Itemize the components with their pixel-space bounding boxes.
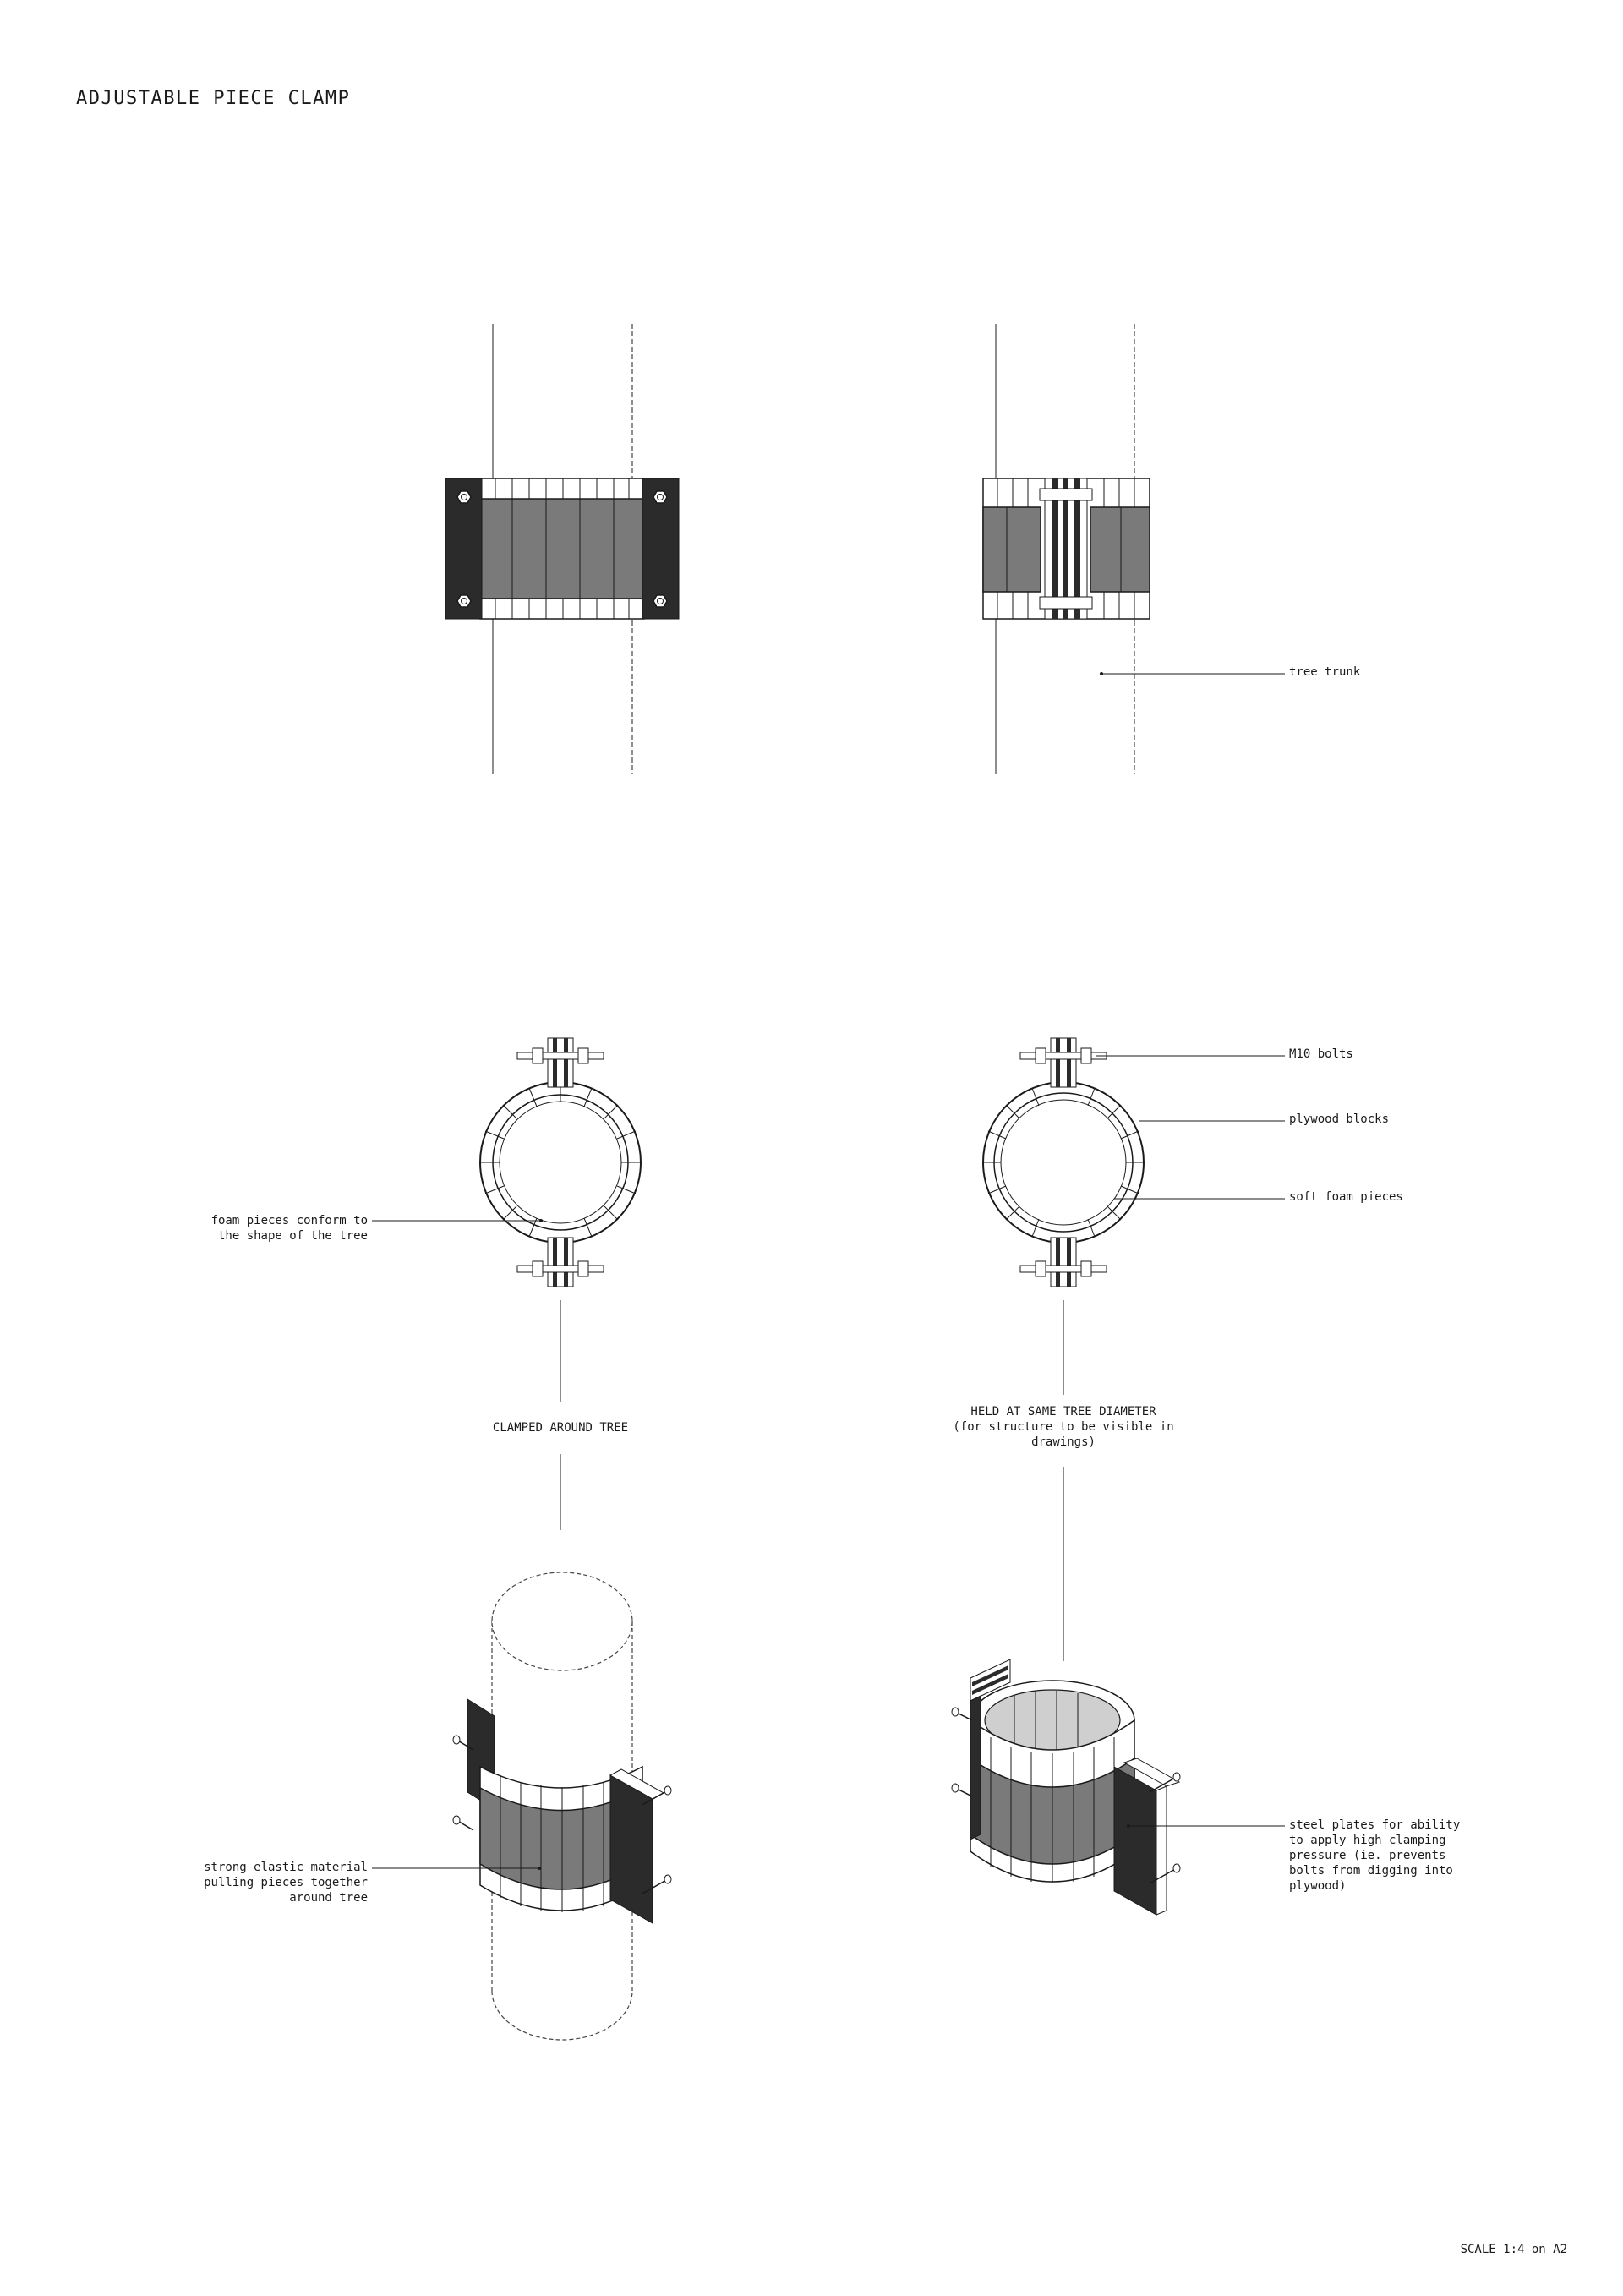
sheet-title: ADJUSTABLE PIECE CLAMP [76, 88, 351, 109]
label-elastic: strong elastic material pulling pieces together around tree [204, 1861, 368, 1905]
label-m10-bolts: M10 bolts [1289, 1047, 1353, 1061]
side-elevation [983, 324, 1150, 774]
label-held-diameter: HELD AT SAME TREE DIAMETER (for structure to be visible in drawings) [953, 1405, 1174, 1449]
scale-note: SCALE 1:4 on A2 [1460, 2243, 1567, 2256]
label-tree-trunk: tree trunk [1289, 665, 1361, 679]
iso-clamped [453, 1572, 671, 2040]
plan-view-clamped [480, 1038, 641, 1287]
label-foam-conform: foam pieces conform to the shape of the tree [210, 1214, 368, 1243]
label-steel-plates: steel plates for ability to apply high clamping pressure (ie. prevents bolts from digging into plywood) [1289, 1818, 1461, 1893]
view-connectors [560, 1300, 1063, 1661]
iso-open [952, 1659, 1180, 1915]
plan-view-open [983, 1038, 1144, 1287]
label-plywood-blocks: plywood blocks [1289, 1112, 1390, 1126]
label-clamped: CLAMPED AROUND TREE [492, 1421, 629, 1435]
label-soft-foam: soft foam pieces [1289, 1190, 1403, 1204]
tree-trunk-leader [1100, 672, 1285, 675]
front-elevation [445, 324, 679, 774]
